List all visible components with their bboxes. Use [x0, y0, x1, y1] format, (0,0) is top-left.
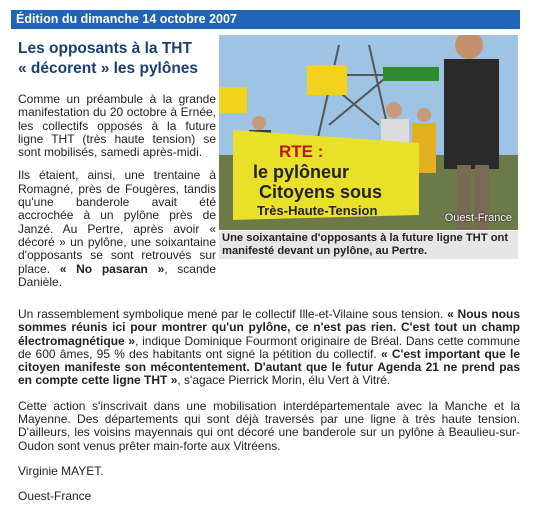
source: Ouest-France [18, 489, 92, 504]
banner-line-2: le pylôneur [253, 162, 350, 182]
edition-header [11, 10, 520, 29]
paragraph-3-c: , s'agace Pierrick Morin, élu Vert à Vitré. [177, 373, 391, 388]
banner-line-1: RTE : [279, 142, 324, 161]
paragraph-3-a: Un rassemblement symbolique mené par le collectif Ille-et-Vilaine sous tension. [18, 307, 444, 321]
quote-1: « Nous nous sommes réunis ici pour montrer qu'un pylône, ce n'est pas rien. C'est tout un champ électromagnétique » [18, 307, 520, 348]
paragraph-3 [18, 308, 520, 388]
paragraph-2-text: Ils étaient, ainsi, une trentaine à Romagné, près de Fougères, tandis qu'une banderole avait été accrochée à un pylône près de Janzé. Au Pertre, après avoir « décoré » un pylône, une soixantaine d'opposants se sont retrouvés sur place. [18, 168, 216, 276]
title-line-1: Les opposants à la THT [18, 40, 192, 57]
protest-photo-illustration [219, 35, 518, 230]
article-body [18, 308, 520, 516]
article-column [18, 93, 216, 299]
banner-line-4: Très-Haute-Tension [257, 203, 378, 218]
author: Virginie MAYET. [18, 463, 104, 478]
paragraph-4: Cette action s'inscrivait dans une mobilisation interdépartementale avec la Manche et la Mayenne. Des départements qui sont déjà traversés par une ligne à très haute tension. D'ailleurs, les voisins mayennais qui ont décoré une banderole sur un pylône à Beaulieu-sur-Oudon sont venus prêter main-forte aux Vitréens. [18, 398, 520, 453]
paragraph-2-end: , scande Danièle. [18, 261, 216, 289]
article-title [18, 39, 216, 79]
banner-line-3: Citoyens sous [259, 182, 383, 202]
photo-caption: Une soixantaine d'opposants à la future ligne THT ont manifesté devant un pylône, au Pertre. [219, 231, 518, 259]
title-line-2: « décorent » les pylônes [18, 60, 199, 77]
paragraph-3-b: , indique Dominique Fourmont originaire de Bréal. Dans cette commune de 600 âmes, 95 % des habitants ont signé la pétition du collectif. [18, 333, 520, 361]
paragraph-1: Comme un préambule à la grande manifestation du 20 octobre à Ernée, les collectifs opposés à la future ligne THT (très haute tension) se sont mobilisés, samedi après-midi. [18, 92, 216, 160]
quote-2: « C'est important que le citoyen manifeste son mécontentement. D'autant que le futur Agenda 21 ne prend pas en compte cette ligne THT » [18, 346, 520, 388]
paragraph-2-quote: « No pasaran » [59, 261, 165, 276]
article-photo [219, 35, 518, 230]
paragraph-2 [18, 169, 216, 289]
photo-credit: Ouest-France [444, 212, 512, 224]
edition-date: Édition du dimanche 14 octobre 2007 [16, 12, 237, 26]
